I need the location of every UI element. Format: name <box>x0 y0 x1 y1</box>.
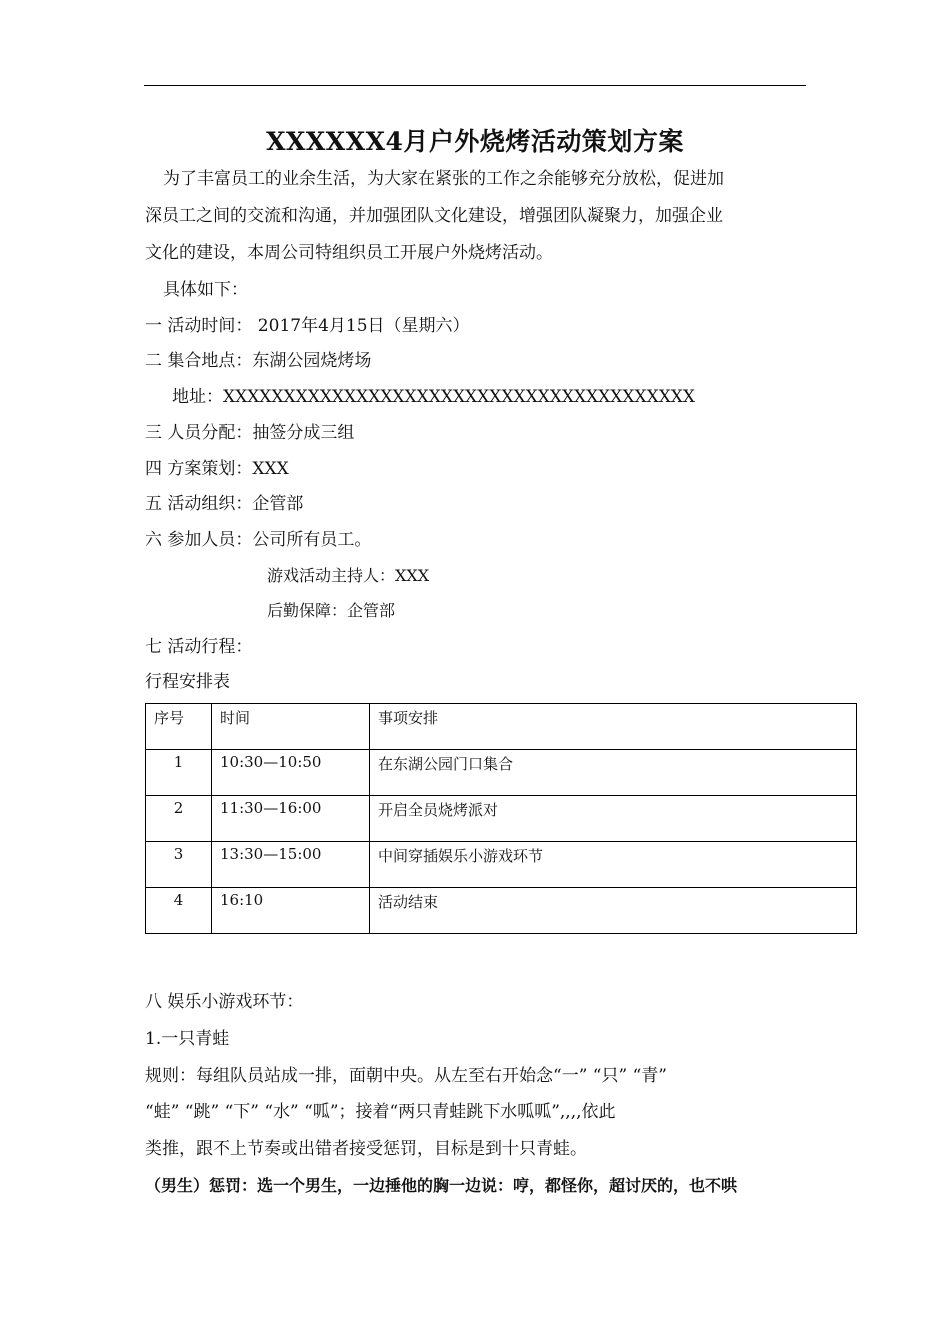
game1-penalty: （男生）惩罚：选一个男生，一边捶他的胸一边说：哼，都怪你，超讨厌的，也不哄 <box>145 1176 738 1195</box>
details-intro: 具体如下： <box>163 280 248 300</box>
game1-rules-line-1: 规则：每组队员站成一排，面朝中央。从左至右开始念“一” “只” “青” <box>145 1066 667 1086</box>
header-cell-no: 序号 <box>146 704 212 750</box>
table-row <box>146 842 857 888</box>
table-caption: 行程安排表 <box>145 672 230 692</box>
section-place: 二 集合地点：东湖公园烧烤场 <box>145 351 372 371</box>
cell-item: 开启全员烧烤派对 <box>370 796 857 842</box>
cell-item: 在东湖公园门口集合 <box>370 750 857 796</box>
header-cell-time: 时间 <box>212 704 370 750</box>
cell-item: 中间穿插娱乐小游戏环节 <box>370 842 857 888</box>
section-planner: 四 方案策划：XXX <box>145 459 289 479</box>
table-header-row <box>146 704 857 750</box>
cell-no: 2 <box>146 796 212 842</box>
intro-line-2: 深员工之间的交流和沟通，并加强团队文化建设，增强团队凝聚力，加强企业 <box>145 206 723 226</box>
section-address: 地址：XXXXXXXXXXXXXXXXXXXXXXXXXXXXXXXXXXXXXXX <box>172 387 695 407</box>
cell-no: 1 <box>146 750 212 796</box>
header-rule <box>144 85 806 86</box>
cell-time: 10:30—10:50 <box>212 750 370 796</box>
cell-item: 活动结束 <box>370 888 857 934</box>
game1-title: 1.一只青蛙 <box>145 1029 230 1049</box>
section-staffing: 三 人员分配：抽签分成三组 <box>145 423 355 443</box>
cell-time: 13:30—15:00 <box>212 842 370 888</box>
header-cell-item: 事项安排 <box>370 704 857 750</box>
section-participants: 六 参加人员：公司所有员工。 <box>145 530 372 550</box>
section-organizer: 五 活动组织：企管部 <box>145 494 304 514</box>
intro-line-1: 为了丰富员工的业余生活，为大家在紧张的工作之余能够充分放松，促进加 <box>163 169 724 189</box>
table-row <box>146 796 857 842</box>
section-itinerary: 七 活动行程： <box>145 637 253 657</box>
section-host: 游戏活动主持人：XXX <box>267 566 430 585</box>
section-logistics: 后勤保障：企管部 <box>267 601 396 620</box>
intro-line-3: 文化的建设，本周公司特组织员工开展户外烧烤活动。 <box>145 243 553 263</box>
cell-no: 4 <box>146 888 212 934</box>
game1-rules-line-2: “蛙” “跳” “下” “水” “呱”；接着“两只青蛙跳下水呱呱”,,,,依此 <box>145 1102 616 1122</box>
cell-time: 11:30—16:00 <box>212 796 370 842</box>
table-row <box>146 888 857 934</box>
table-row <box>146 750 857 796</box>
section-time: 一 活动时间： 2017年4月15日（星期六） <box>145 316 470 336</box>
game1-rules-line-3: 类推，跟不上节奏或出错者接受惩罚，目标是到十只青蛙。 <box>145 1139 587 1159</box>
cell-no: 3 <box>146 842 212 888</box>
schedule-table <box>145 703 857 934</box>
games-heading: 八 娱乐小游戏环节： <box>145 992 304 1012</box>
cell-time: 16:10 <box>212 888 370 934</box>
document-title: XXXXXX4月户外烧烤活动策划方案 <box>266 127 684 156</box>
